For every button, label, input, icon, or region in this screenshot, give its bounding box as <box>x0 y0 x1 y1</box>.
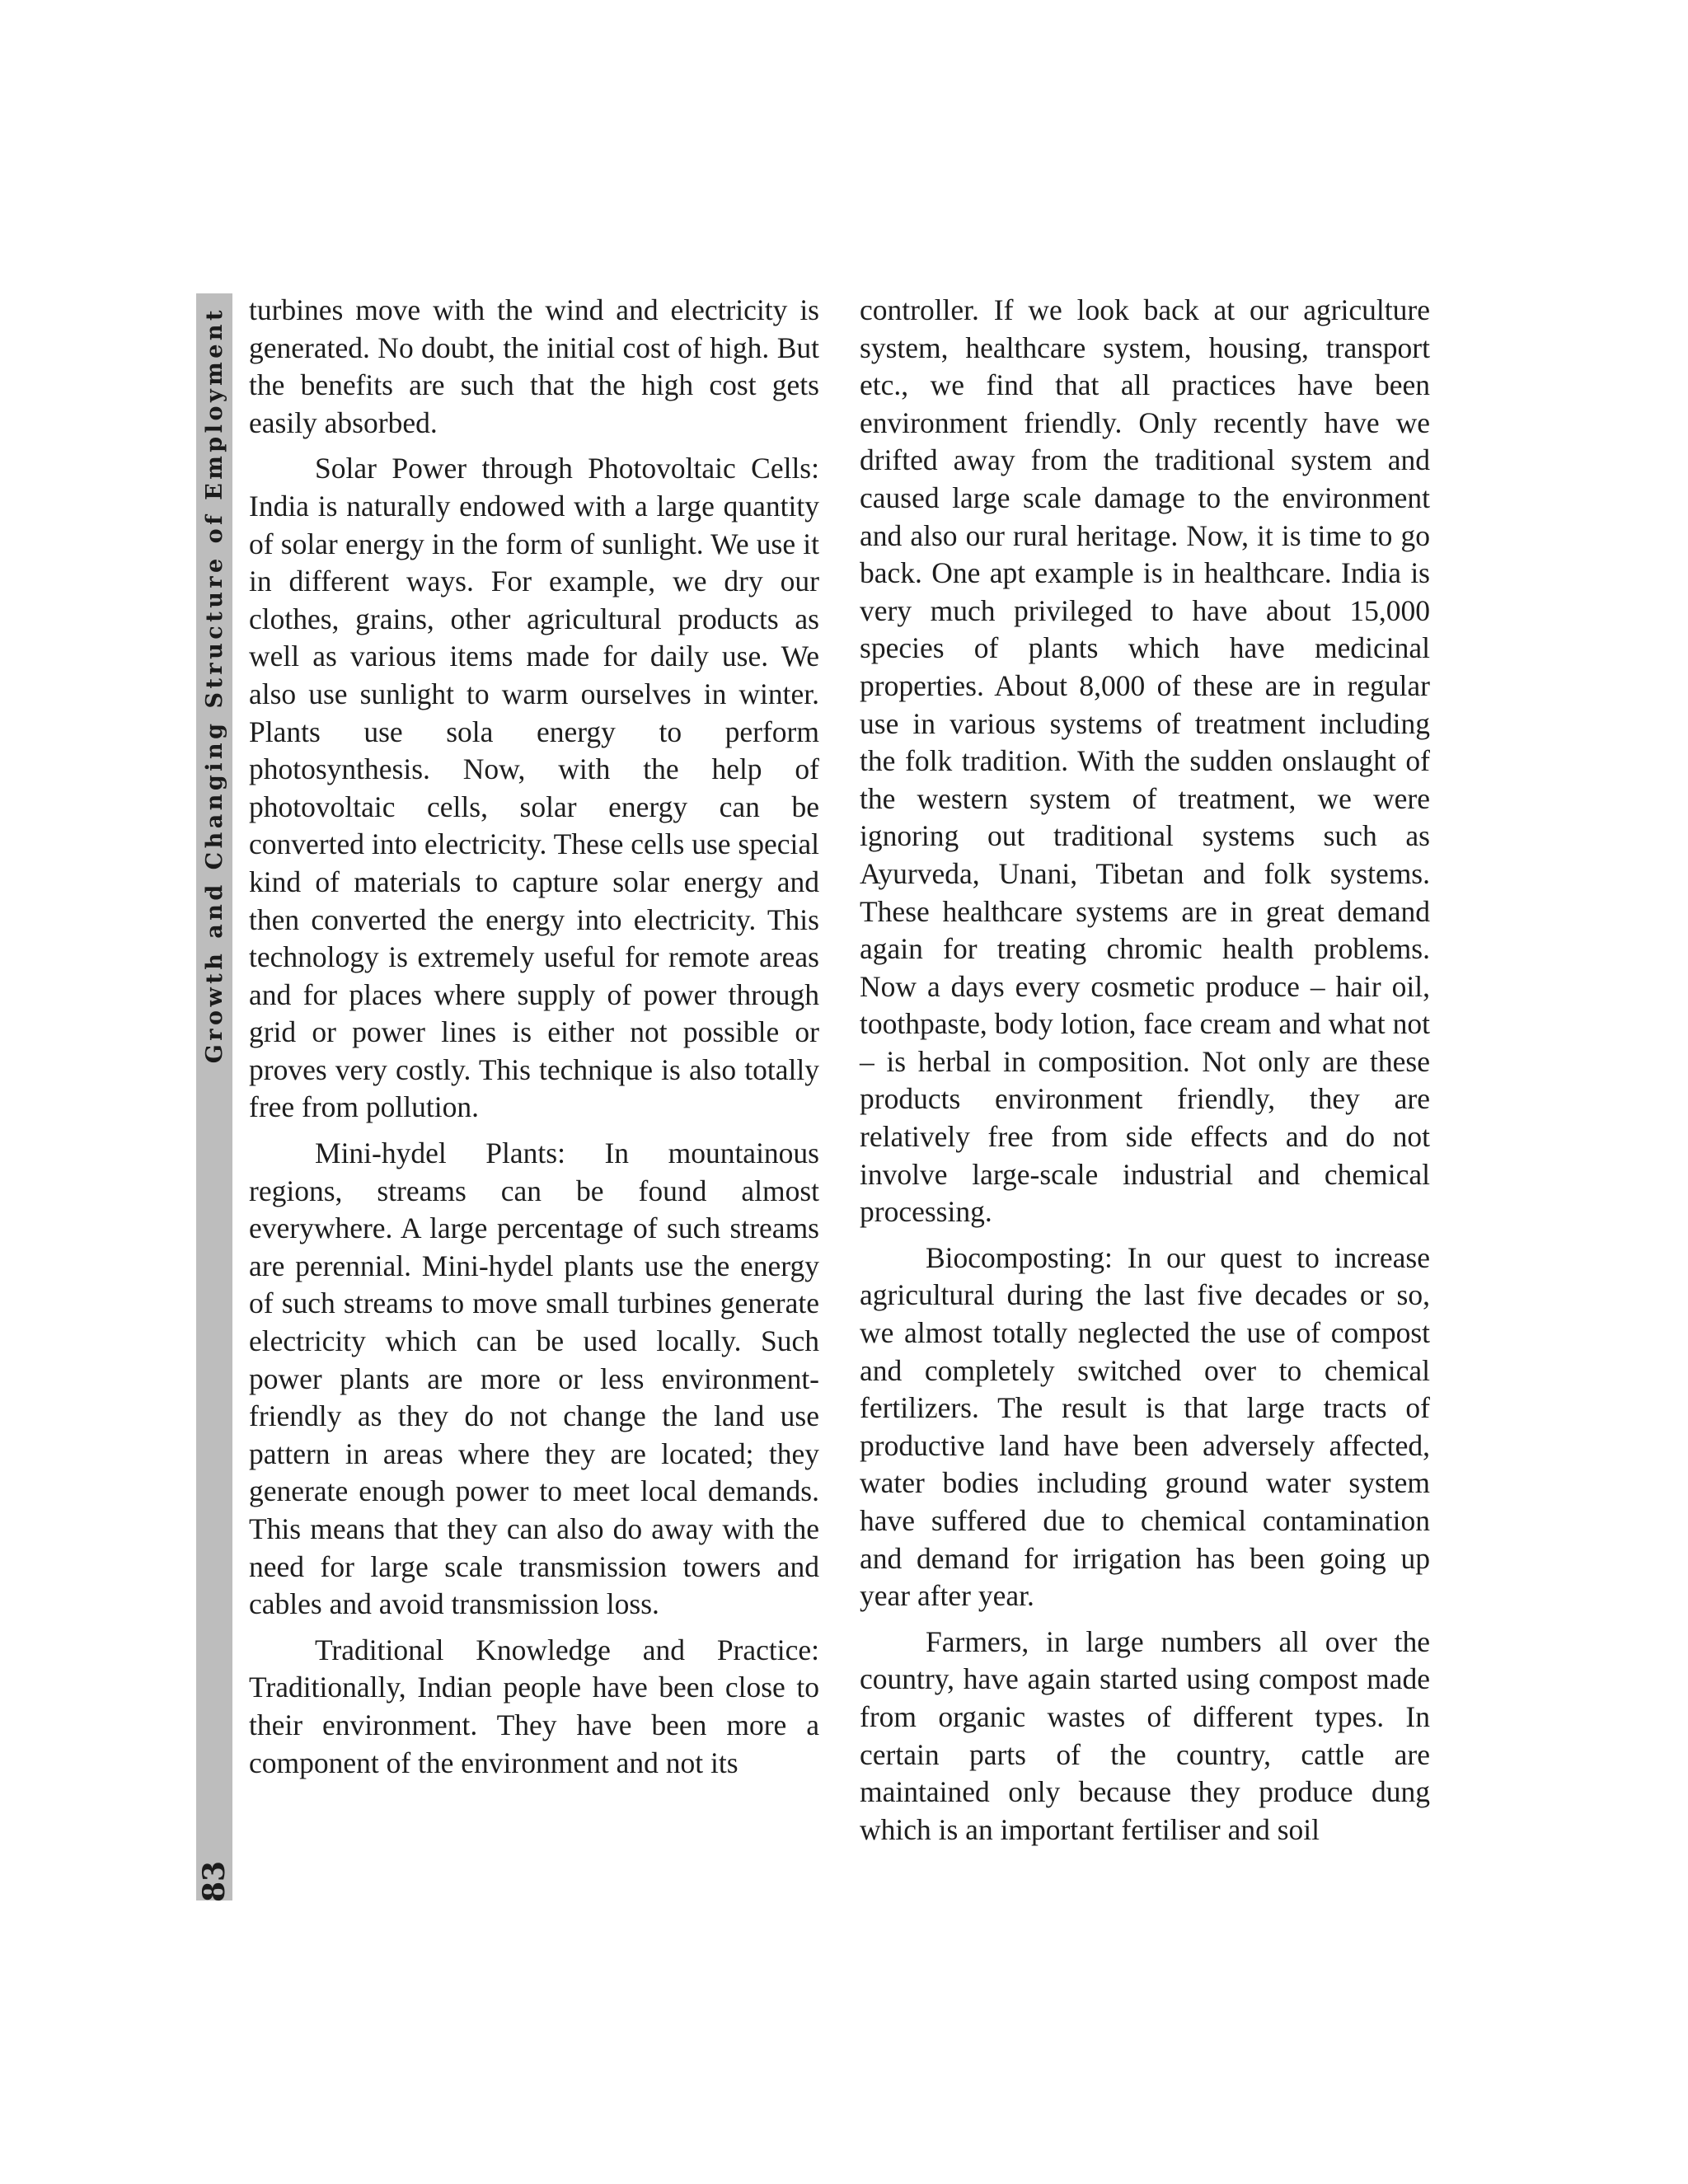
paragraph-farmers: Farmers, in large numbers all over the country, have again started using compost made from organic wastes of different types. In certain parts of the country, cattle are maintained only because they produce dung which is an important fertiliser and soil <box>860 1624 1430 1846</box>
paragraph-wind-continued: turbines move with the wind and electricity is generated. No doubt, the initial cost of high. But the benefits are such that the high cost gets easily absorbed. <box>249 293 819 439</box>
paragraph-traditional-continued: controller. If we look back at our agriculture system, healthcare system, housing, transport etc., we find that all practices have been environment friendly. Only recently have we drifted away from the traditional system and caused large scale damage to the environment and also our rural heritage. Now, it is time to go back. One apt example is in healthcare. India is very much privileged to have about 15,000 species of plants which have medicinal properties. About 8,000 of these are in regular use in various systems of treatment including the folk tradition. With the sudden onslaught of the western system of treatment, we were ignoring out traditional systems such as Ayurveda, Unani, Tibetan and folk systems. These healthcare systems are in great demand again for treating chromic health problems. Now a days every cosmetic produce – hair oil, toothpaste, body lotion, face cream and what not – is herbal in composition. Not only are these products environment friendly, they are relatively free from side effects and do not involve large-scale industrial and chemical processing. <box>860 293 1430 1229</box>
page-number-text: 83 <box>197 1860 232 1903</box>
paragraph-traditional-knowledge: Traditional Knowledge and Practice: Traditionally, Indian people have been close to their environment. They have been more a component of the environment and not its <box>249 1633 819 1779</box>
running-head-text: Growth and Changing Structure of Employment <box>201 307 227 1064</box>
paragraph-biocomposting: Biocomposting: In our quest to increase agricultural during the last five decades or so, we almost totally neglected the use of compost and completely switched over to chemical fertilizers. The result is that large tracts of productive land have been adversely affected, water bodies including ground water system have suffered due to chemical contamination and demand for irrigation has been going up year after year. <box>860 1240 1430 1613</box>
paragraph-mini-hydel: Mini-hydel Plants: In mountainous regions, streams can be found almost everywhere. A large percentage of such streams are perennial. Mini-hydel plants use the energy of such streams to move small turbines generate electricity which can be used locally. Such power plants are more or less environment-friendly as they do not change the land use pattern in areas where they are located; they generate enough power to meet local demands. This means that they can also do away with the need for large scale transmission towers and cables and avoid transmission loss. <box>249 1137 819 1621</box>
right-column <box>860 292 1430 1857</box>
paragraph-solar-power: Solar Power through Photovoltaic Cells: India is naturally endowed with a large quantity of solar energy in the form of sunlight. We use it in different ways. For example, we dry our clothes, grains, other agricultural products as well as various items made for daily use. We also use sunlight to warm ourselves in winter. Plants use sola energy to perform photosynthesis. Now, with the help of photovoltaic cells, solar energy can be converted into electricity. These cells use special kind of materials to capture solar energy and then converted the energy into electricity. This technology is extremely useful for remote areas and for places where supply of power through grid or power lines is either not possible or proves very costly. This technique is also totally free from pollution. <box>249 452 819 1124</box>
left-column <box>249 292 819 1790</box>
